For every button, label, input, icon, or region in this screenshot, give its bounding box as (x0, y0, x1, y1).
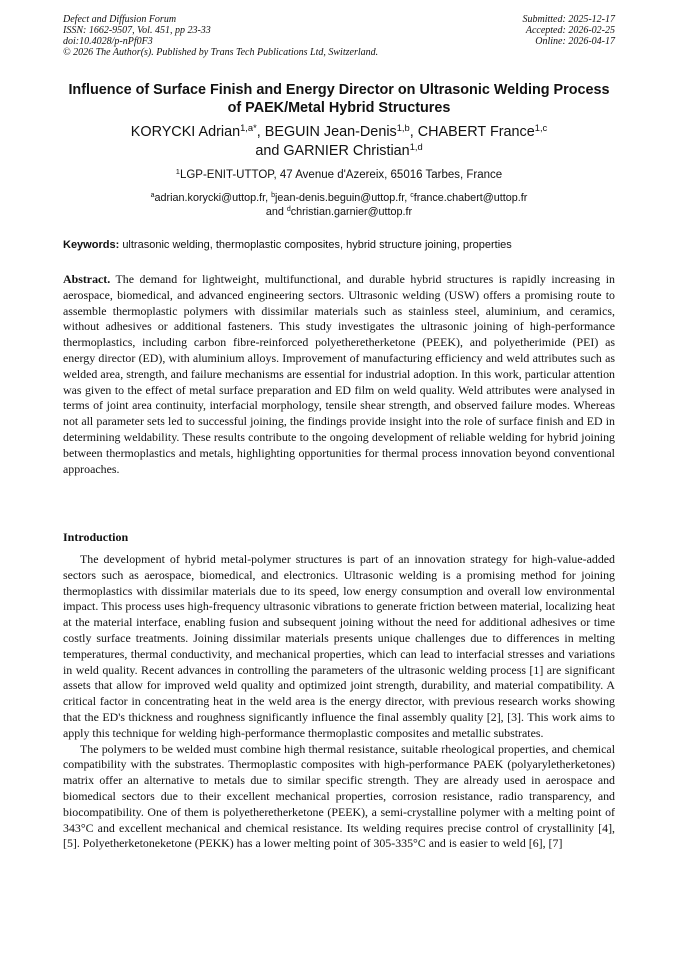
keywords-text: ultrasonic welding, thermoplastic composites, hybrid structure joining, properties (122, 239, 512, 251)
journal-header (63, 14, 463, 58)
introduction-section (63, 552, 615, 852)
affiliation-superscript: 1 (175, 166, 180, 176)
author-superscript: 1,b (396, 122, 410, 133)
accepted-date: Accepted: 2026-02-25 (525, 25, 615, 36)
dates-header (415, 14, 615, 47)
author-name: CHABERT France (417, 124, 535, 140)
author-name: GARNIER Christian (283, 143, 410, 159)
email-address[interactable]: france.chabert@uttop.fr (413, 192, 528, 204)
author-superscript: 1,d (409, 141, 423, 152)
issn-line: ISSN: 1662-9507, Vol. 451, pp 23-33 (63, 25, 211, 36)
author-name: KORYCKI Adrian (130, 124, 241, 140)
submitted-date: Submitted: 2025-12-17 (522, 14, 615, 25)
email-address[interactable]: christian.garnier@uttop.fr (290, 206, 413, 218)
email-list: $^a$adrian.korycki@uttop.fr, $^b$jean-denis.beguin@uttop.fr, $^c$france.chabert@uttop.fr and $^d$christian.garnier@uttop.fr (150, 192, 528, 218)
keywords-line (63, 238, 615, 252)
email-address[interactable]: jean-denis.beguin@uttop.fr (275, 192, 405, 204)
paper-title: Influence of Surface Finish and Energy Director on Ultrasonic Welding Process of PAEK/Metal Hybrid Structures (68, 82, 610, 116)
email-superscript: a (150, 192, 155, 200)
abstract-label: Abstract. (63, 272, 111, 286)
introduction-heading: Introduction (63, 530, 129, 544)
email-address[interactable]: adrian.korycki@uttop.fr (154, 192, 266, 204)
author-separator: , (256, 124, 265, 140)
abstract-text: The demand for lightweight, multifunctional, and durable hybrid structures is rapidly increasing in aerospace, biomedical, and advanced engineering sectors. Ultrasonic welding (USW) offers a promising route to assemble thermoplastic polymers with dissimilar materials such as stainless steel, aluminium, and ceramics, without adhesives or additional fasteners. This study investigates the ultrasonic joining of high-performance thermoplastics, including carbon fibre-reinforced polyetheretherketone (PEEK), and polyetherimide (PEI) as energy director (ED), with aluminium alloys. Improvement of manufacturing efficiency and weld attributes such as welded area, strength, and failure mechanisms are essential for industrial adoption. In this work, particular attention was given to the effect of metal surface preparation and ED film on weld quality. Weld attributes were analysed in terms of joint area continuity, interfacial morphology, tensile shear strength, and observed failure modes. Whereas not all parameter sets led to successful joining, the findings provide insight into the role of surface finish and ED in determining weldability. These results contribute to the ongoing development of reliable welding for hybrid joining between thermoplastics and metals, highlighting opportunities for thermal process innovation beyond conventional approaches. (63, 272, 615, 476)
keywords-label: Keywords: (63, 239, 120, 251)
email-superscript: b (271, 192, 276, 200)
abstract-section (63, 272, 615, 477)
doi-line[interactable]: doi:10.4028/p-nPf0F3 (63, 36, 153, 47)
copyright-line: © 2026 The Author(s). Published by Trans Tech Publications Ltd, Switzerland. (63, 47, 379, 58)
affiliation-text: LGP-ENIT-UTTOP, 47 Avenue d'Azereix, 65016 Tarbes, France (179, 169, 503, 181)
introduction-paragraph: The polymers to be welded must combine high thermal resistance, suitable rheological properties, and chemical compatibility with the substrates. Thermoplastic composites with high-performance PAEK (polyaryletherketones) matrix offer an alternative to metals due to similar specific strength. They are already used in aerospace and biomedical sectors due to their excellent mechanical properties, corrosion resistance, radio transparency, and biocompatibility. One of them is polyetheretherketone (PEEK), a semi-crystalline polymer with a melting point of 343°C and excellent mechanical and chemical resistance. Its welding requires precise control of crystallinity [4], [5]. Polyetherketoneketone (PEKK) has a lower melting point of 305-335°C and is easier to weld [6], [7] (63, 741, 615, 851)
author-separator: , (409, 124, 418, 140)
author-list (60, 123, 618, 161)
author-conjunction: and (255, 143, 284, 159)
journal-name: Defect and Diffusion Forum (63, 14, 177, 25)
author-superscript: 1,a* (240, 122, 257, 133)
author-name: BEGUIN Jean-Denis (264, 124, 397, 140)
affiliation (60, 168, 618, 182)
email-conjunction: and (265, 206, 287, 218)
online-date: Online: 2026-04-17 (535, 36, 615, 47)
email-superscript: d (286, 206, 291, 214)
author-superscript: 1,c (534, 122, 548, 133)
introduction-paragraph: The development of hybrid metal-polymer structures is part of an innovation strategy for high-value-added sectors such as aerospace, biomedical, and electronics. Ultrasonic welding is a promising method for joining thermoplastics with dissimilar materials due to its speed, low energy consumption and overall low environmental impact. This process uses high-frequency ultrasonic vibrations to generate friction between material, localizing heat at the material interface, enabling fusion and subsequent joining without the need for additional adhesives or time costly surface treatments. Joining dissimilar materials presents unique challenges due to differences in melting temperatures, thermal conductivity, and mechanical properties, which can lead to interfacial stresses and variations in weld quality. Recent advances in controlling the parameters of the ultrasonic welding process [1] are significant assets that allow for improved weld quality and optimized joint strength, durability, and material compatibility. A critical factor in concentrating heat in the weld area is the energy director, with previous research works showing that the ED's thickness and roughness significantly influence the final assembly quality [2], [3]. This work aims to apply this technique for welding high-performance thermoplastic composites and metallic substrates. (63, 552, 615, 740)
email-superscript: c (410, 192, 414, 200)
